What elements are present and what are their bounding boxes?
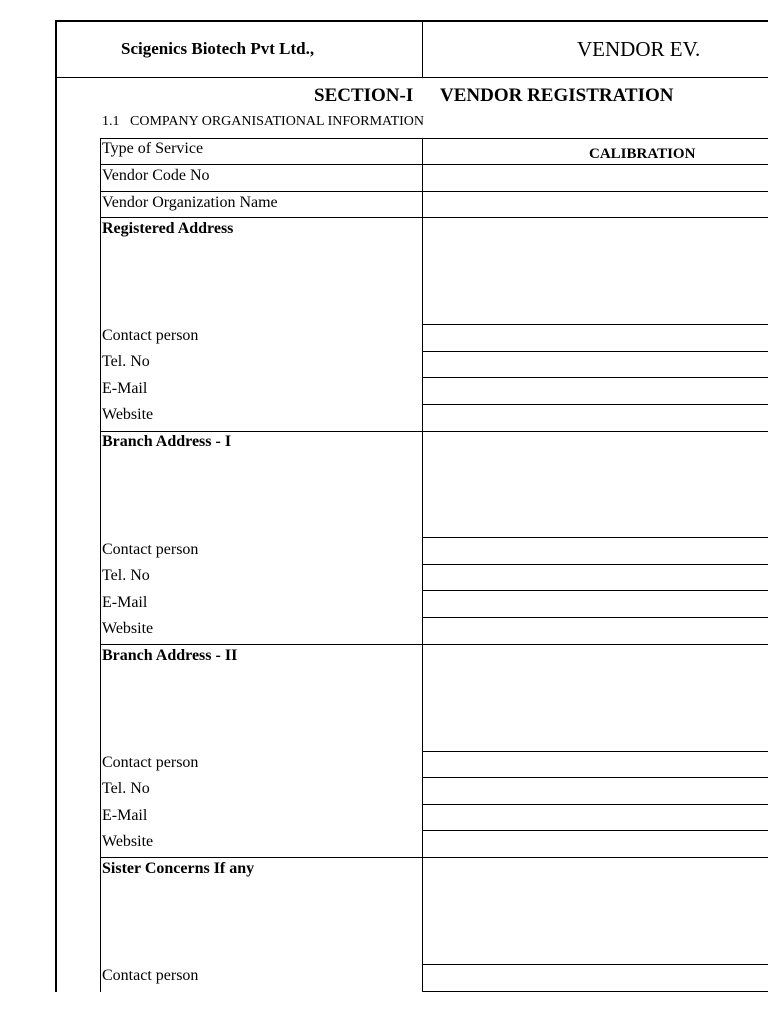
contact-person-label: Contact person [102, 327, 199, 344]
row-separator [100, 217, 768, 218]
subsection-number: 1.1 [102, 114, 120, 129]
value-separator [422, 590, 768, 591]
table-left-border [100, 138, 101, 992]
registered-address-heading: Registered Address [102, 220, 234, 237]
value-separator [422, 324, 768, 325]
value-separator [422, 964, 768, 965]
vendor-org-name-label: Vendor Organization Name [102, 194, 278, 211]
tel-label: Tel. No [102, 567, 150, 584]
subsection-title: COMPANY ORGANISATIONAL INFORMATION [130, 114, 425, 129]
branch-address-1-heading: Branch Address - I [102, 433, 232, 450]
row-separator [100, 164, 768, 165]
row-separator [100, 191, 768, 192]
value-separator [422, 537, 768, 538]
branch-address-2-heading: Branch Address - II [102, 647, 238, 664]
header-divider [422, 20, 423, 77]
row-separator [100, 644, 768, 645]
value-separator [422, 377, 768, 378]
website-label: Website [102, 620, 154, 637]
value-separator [422, 991, 768, 992]
tel-label: Tel. No [102, 780, 150, 797]
row-separator [100, 138, 768, 139]
row-separator [100, 857, 768, 858]
tel-label: Tel. No [102, 353, 150, 370]
email-label: E-Mail [102, 807, 148, 824]
value-separator [422, 777, 768, 778]
value-separator [422, 351, 768, 352]
contact-person-label: Contact person [102, 541, 199, 558]
section-number: SECTION-I [314, 85, 414, 106]
value-separator [422, 564, 768, 565]
table-column-divider [422, 138, 423, 992]
website-label: Website [102, 833, 154, 850]
value-separator [422, 804, 768, 805]
type-of-service-value[interactable]: CALIBRATION [589, 146, 696, 162]
email-label: E-Mail [102, 594, 148, 611]
website-label: Website [102, 406, 154, 423]
contact-person-label: Contact person [102, 754, 199, 771]
header-bottom-border [55, 77, 768, 78]
value-separator [422, 617, 768, 618]
company-name: Scigenics Biotech Pvt Ltd., [121, 39, 315, 58]
vendor-code-label: Vendor Code No [102, 167, 210, 184]
email-label: E-Mail [102, 380, 148, 397]
document-title: VENDOR EV. [577, 37, 701, 61]
value-separator [422, 404, 768, 405]
header-top-border [55, 20, 768, 22]
value-separator [422, 751, 768, 752]
sister-concerns-heading: Sister Concerns If any [102, 860, 255, 877]
section-title: VENDOR REGISTRATION [440, 85, 674, 106]
row-separator [100, 431, 768, 432]
type-of-service-label: Type of Service [102, 140, 204, 157]
form-left-border [55, 20, 57, 992]
contact-person-label: Contact person [102, 967, 199, 984]
value-separator [422, 830, 768, 831]
